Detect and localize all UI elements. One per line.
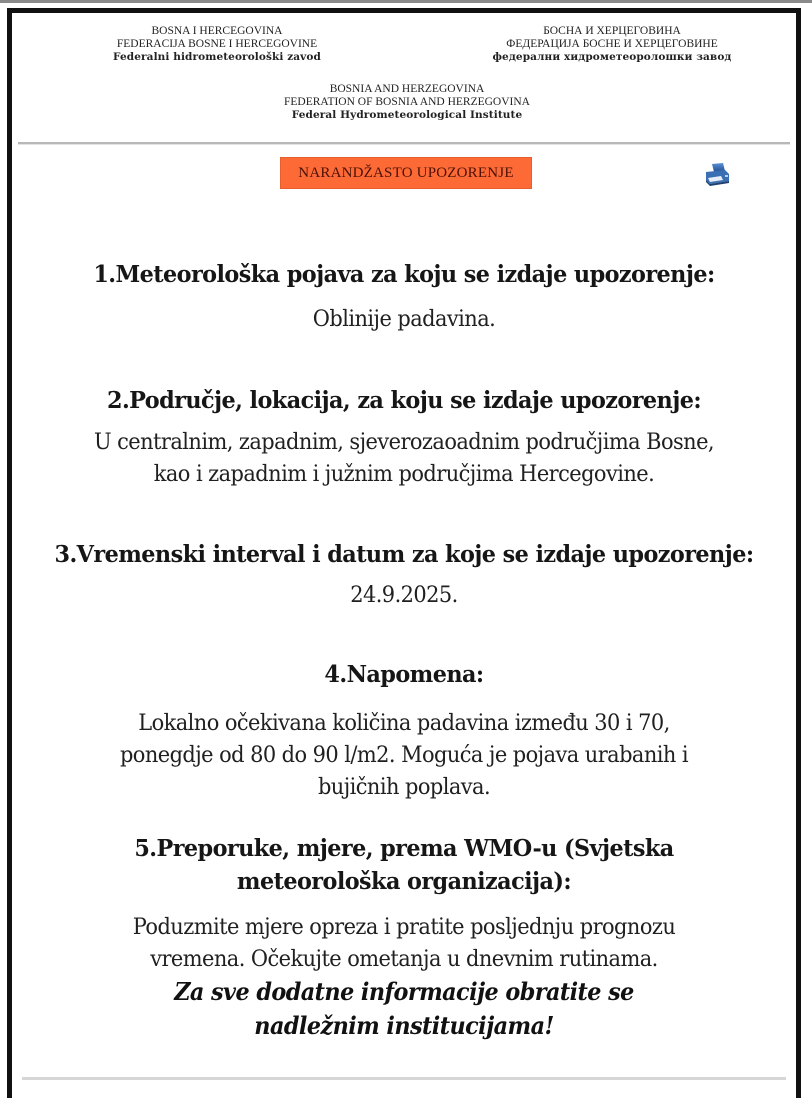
header-divider — [18, 142, 790, 145]
section-4-body-line-3: bujičnih poplava. — [317, 774, 491, 800]
header-latin-country: BOSNA I HERCEGOVINA — [151, 25, 283, 37]
printer-icon — [701, 162, 731, 188]
header-cyrillic — [467, 25, 757, 64]
header-latin-institute: Federalni hidrometeorološki zavod — [113, 51, 321, 63]
section-5-body-line-2: vremena. Očekujte ometanja u dnevnim rutinama. — [150, 946, 658, 972]
section-5-emphasis-line-1: Za sve dodatne informacije obratite se — [174, 977, 634, 1006]
section-3-title: 3.Vremenski interval i datum za koje se izdaje upozorenje: — [54, 540, 754, 568]
header-cyrillic-country: БОСНА И ХЕРЦЕГОВИНА — [543, 25, 681, 37]
header-latin-federation: FEDERACIJA BOSNE I HERCEGOVINE — [116, 38, 318, 50]
institution-header — [12, 25, 796, 135]
section-2-body-line-2: kao i zapadnim i južnim područjima Hercegovine. — [153, 461, 655, 487]
section-5-title-line-2: meteorološka organizacija): — [236, 867, 572, 895]
section-2-title: 2.Područje, lokacija, za koju se izdaje upozorenje: — [106, 386, 702, 414]
warning-level-badge: NARANDŽASTO UPOZORENJE — [280, 157, 532, 189]
section-1-body: Oblinije padavina. — [312, 306, 496, 332]
section-4-body-line-2: ponegdje od 80 do 90 l/m2. Moguća je pojava urabanih i — [119, 742, 689, 768]
header-english-federation: FEDERATION OF BOSNIA AND HERZEGOVINA — [284, 96, 530, 108]
header-latin — [72, 25, 362, 64]
header-english — [257, 83, 557, 122]
section-3-body: 24.9.2025. — [350, 582, 458, 608]
top-edge — [0, 0, 812, 3]
section-4-title: 4.Napomena: — [324, 660, 484, 688]
section-5-body-line-1: Poduzmite mjere opreza i pratite posljednju prognozu — [132, 914, 676, 940]
section-5-emphasis-line-2: nadležnim institucijama! — [254, 1011, 554, 1040]
header-cyrillic-federation: ФЕДЕРАЦИЈА БОСНЕ И ХЕРЦЕГОВИНЕ — [506, 38, 718, 50]
header-cyrillic-institute: федерални хидрометеоролошки завод — [492, 51, 732, 63]
section-1-title: 1.Meteorološka pojava za koju se izdaje upozorenje: — [93, 260, 715, 288]
document-frame — [7, 8, 801, 1098]
section-2-body-line-1: U centralnim, zapadnim, sjeverozaoadnim područjima Bosne, — [93, 429, 715, 455]
section-4-body-line-1: Lokalno očekivana količina padavina između 30 i 70, — [138, 710, 670, 736]
header-english-institute: Federal Hydrometeorological Institute — [291, 109, 523, 121]
header-english-country: BOSNIA AND HERZEGOVINA — [329, 83, 485, 95]
print-button[interactable] — [701, 162, 731, 188]
section-5-title-line-1: 5.Preporuke, mjere, prema WMO-u (Svjetska — [134, 834, 674, 862]
